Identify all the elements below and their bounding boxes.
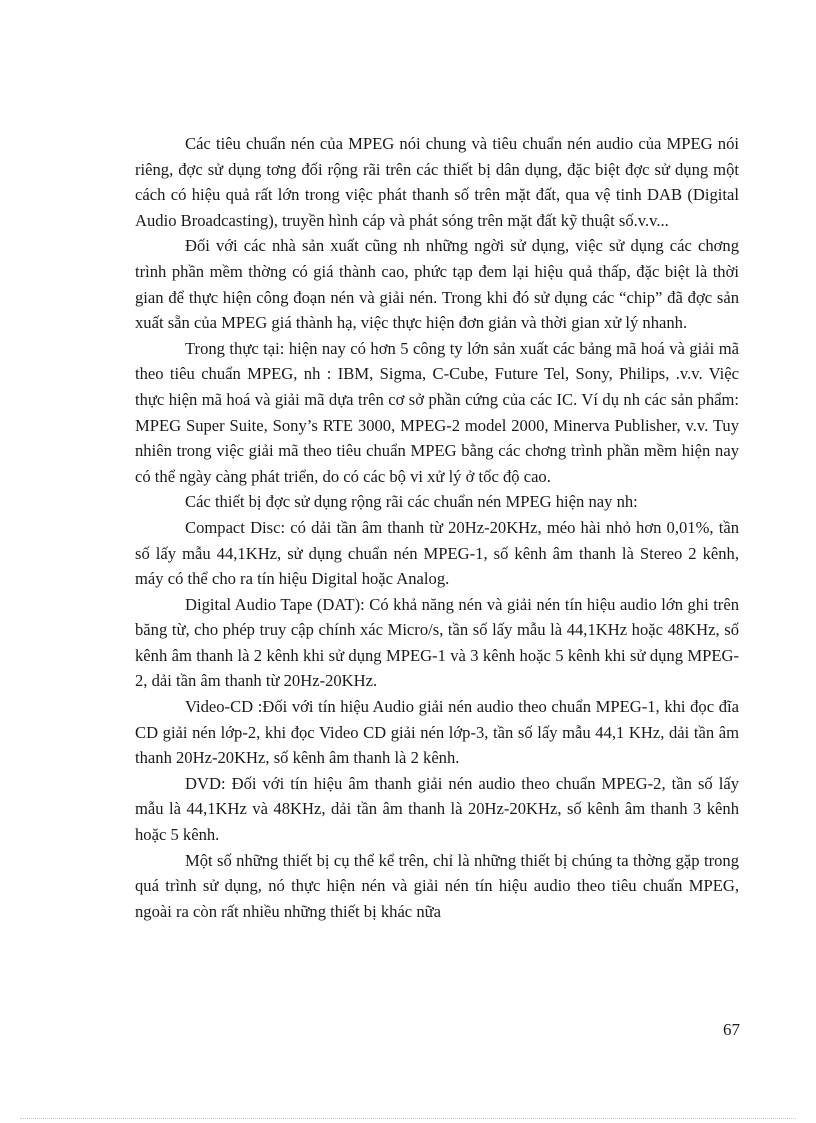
paragraph-video-cd: Video-CD :Đối với tín hiệu Audio giải nén audio theo chuẩn MPEG-1, khi đọc đĩa CD giải nén lớp-2, khi đọc Video CD giải nén lớp-3, tần số lấy mẫu 44,1 KHz, dải tần âm thanh 20Hz-20KHz, số kênh âm thanh là 2 kênh. [135, 697, 739, 768]
paragraph-devices-intro: Các thiết bị đợc sử dụng rộng rãi các chuẩn nén MPEG hiện nay nh: [185, 492, 638, 512]
body-text [135, 131, 739, 924]
paragraph-manufacturers: Trong thực tại: hiện nay có hơn 5 công ty lớn sản xuất các bảng mã hoá và giải mã theo tiêu chuẩn MPEG, nh : IBM, Sigma, C-Cube, Future Tel, Sony, Philips, .v.v. Việc thực hiện mã hoá và giải mã dựa trên cơ sở phần cứng của các IC. Ví dụ nh các sản phẩm: MPEG Super Suite, Sony’s RTE 3000, MPEG-2 model 2000, Minerva Publisher, v.v. Tuy nhiên trong việc giải mã theo tiêu chuẩn MPEG bằng các chơng trình phần mềm hiện nay có thể ngày càng phát triển, do có các bộ vi xử lý ở tốc độ cao. [135, 338, 739, 486]
paragraph-dvd: DVD: Đối với tín hiệu âm thanh giải nén audio theo chuẩn MPEG-2, tần số lấy mẫu là 44,1KHz và 48KHz, dải tần âm thanh là 20Hz-20KHz, số kênh âm thanh 3 kênh hoặc 5 kênh. [135, 773, 739, 845]
paragraph-compact-disc: Compact Disc: có dải tần âm thanh từ 20Hz-20KHz, méo hài nhỏ hơn 0,01%, tần số lấy mẫu 44,1KHz, sử dụng chuẩn nén MPEG-1, số kênh âm thanh là Stereo 2 kênh, máy có thể cho ra tín hiệu Digital hoặc Analog. [135, 517, 739, 589]
paragraph-software-vs-chip: Đối với các nhà sản xuất cũng nh những ngời sử dụng, việc sử dụng các chơng trình phần mềm thờng có giá thành cao, phức tạp đem lại hiệu quả thấp, đặc biệt là thời gian để thực hiện công đoạn nén và giải nén. Trong khi đó sử dụng các “chip” đã đợc sản xuất sẵn của MPEG giá thành hạ, việc thực hiện đơn giản và thời gian xử lý nhanh. [135, 236, 739, 333]
page-bottom-divider [20, 1118, 796, 1119]
paragraph-conclusion: Một số những thiết bị cụ thể kể trên, chỉ là những thiết bị chúng ta thờng gặp trong quá trình sử dụng, nó thực hiện nén và giải nén tín hiệu audio theo tiêu chuẩn MPEG, ngoài ra còn rất nhiều những thiết bị khác nữa [135, 850, 739, 921]
paragraph-dat: Digital Audio Tape (DAT): Có khả năng nén và giải nén tín hiệu audio lớn ghi trên băng từ, cho phép truy cập chính xác Micro/s, tần số lấy mẫu là 44,1KHz hoặc 48KHz, số kênh âm thanh là 2 kênh khi sử dụng MPEG-1 và 3 kênh hoặc 5 kênh khi sử dụng MPEG-2, dải tần âm thanh từ 20Hz-20KHz. [135, 594, 739, 691]
page-number: 67 [723, 1020, 740, 1039]
paragraph-mpeg-standards: Các tiêu chuẩn nén của MPEG nói chung và tiêu chuẩn nén audio của MPEG nói riêng, đợc sử dụng tơng đối rộng rãi trên các thiết bị dân dụng, đặc biệt đợc sử dụng một cách có hiệu quả rất lớn trong việc phát thanh số trên mặt đất, qua vệ tinh DAB (Digital Audio Broadcasting), truyền hình cáp và phát sóng trên mặt đất kỹ thuật số.v.v... [135, 134, 739, 230]
